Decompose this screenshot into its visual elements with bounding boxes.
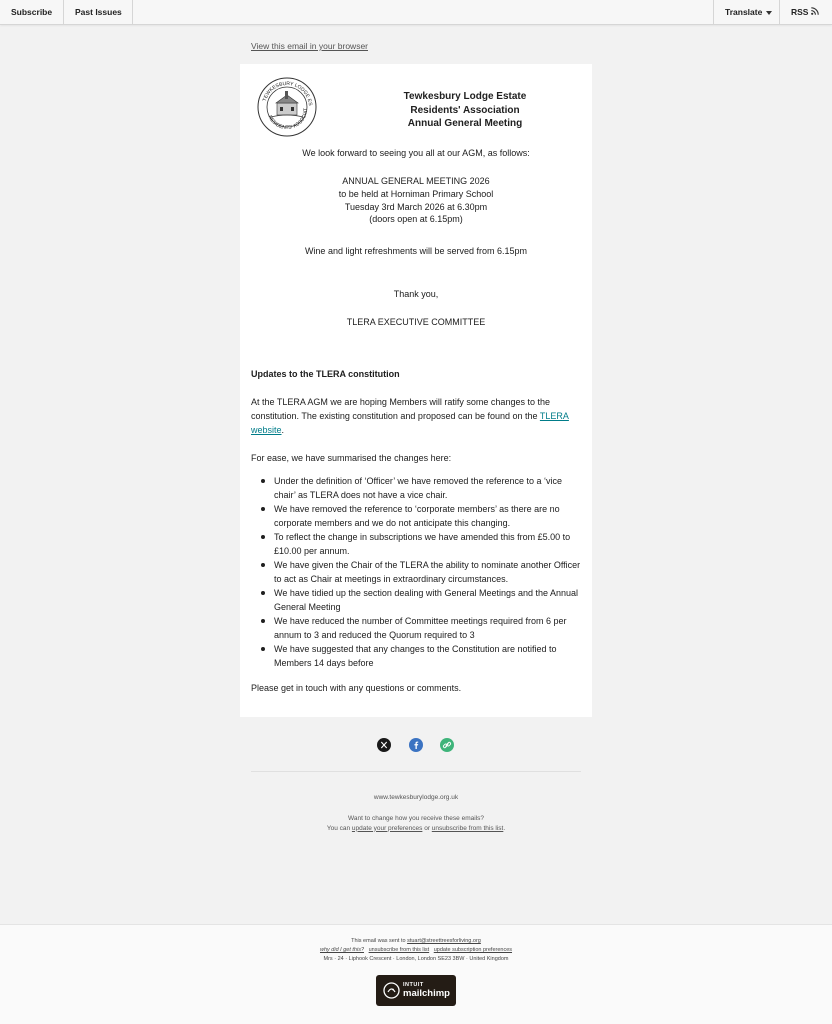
update-preferences-link[interactable]: update your preferences	[351, 824, 423, 832]
website-text: www.tewkesburylodge.org.uk	[373, 794, 459, 801]
signoff-text: TLERA EXECUTIVE COMMITTEE	[346, 317, 486, 327]
past-issues-link[interactable]	[64, 0, 133, 24]
constitution-paragraph	[251, 395, 581, 437]
recipient-email-link[interactable]: stuart@streettreesforliving.org	[407, 938, 481, 944]
sent-to-line	[0, 937, 832, 946]
email-content-card	[240, 64, 592, 717]
closing-text: Please get in touch with any questions or comments.	[251, 683, 462, 693]
thanks-text: Thank you,	[393, 289, 439, 299]
update-subscription-link[interactable]: update subscription preferences	[433, 947, 513, 953]
intro-text: We look forward to seeing you all at our AGM, as follows:	[302, 148, 530, 158]
postal-address: Mrs · 24 · Liphook Crescent · London, London SE23 3BW · United Kingdom	[323, 956, 509, 962]
meeting-line-3: Tuesday 3rd March 2026 at 6.30pm	[344, 201, 488, 212]
footer-links-line	[0, 946, 832, 955]
mailchimp-logo-icon	[383, 982, 400, 999]
constitution-text: At the TLERA AGM we are hoping Members will ratify some changes to the constitution. The existing constitution and proposed can be found on the	[251, 397, 550, 421]
why-link[interactable]: why did I get this?	[319, 947, 365, 953]
subscribe-link[interactable]	[0, 0, 64, 24]
heading-line-1: Tewkesbury Lodge Estate	[403, 91, 527, 102]
footer-divider	[251, 771, 581, 772]
change-text: Want to change how you receive these emails?	[348, 815, 484, 822]
footer-unsubscribe-link[interactable]: unsubscribe from this list	[368, 947, 430, 953]
badge-mailchimp-text: mailchimp	[403, 988, 450, 999]
subscribe-label: Subscribe	[11, 7, 53, 17]
meeting-line-1: ANNUAL GENERAL MEETING 2026	[342, 176, 490, 186]
meeting-details	[240, 175, 592, 226]
svg-text:RESIDENTS' ASSOCIATION: RESIDENTS' ASSOCIAT	[266, 108, 310, 132]
list-item: Under the definition of ‘Officer’ we have removed the reference to a ‘vice chair’ as TLERA does not have a vice chair.	[274, 474, 581, 502]
tlera-website-link[interactable]: TLERA website	[251, 411, 569, 435]
summary-intro: For ease, we have summarised the changes here:	[251, 453, 452, 463]
top-nav-bar	[0, 0, 832, 25]
rss-icon	[811, 1, 819, 25]
list-item: We have suggested that any changes to the Constitution are notified to Members 14 days before	[274, 642, 581, 670]
you-can-text: You can	[326, 824, 351, 832]
or-text: or	[424, 824, 430, 832]
svg-text:TEWKESBURY LODGE ESTATE: TEWKESBURY LODGE ES	[261, 80, 313, 107]
changes-list	[251, 474, 581, 670]
list-item: We have given the Chair of the TLERA the ability to nominate another Officer to act as Chair at meetings in extraordinary circumstances.	[274, 560, 581, 584]
sent-to-text: This email was sent to	[351, 938, 406, 944]
meeting-heading	[390, 90, 540, 131]
past-issues-label: Past Issues	[75, 7, 122, 17]
list-item: We have reduced the number of Committee meetings required from 6 per annum to 3 and reduced the Quorum required to 3	[274, 614, 581, 642]
section-title: Updates to the TLERA constitution	[251, 369, 400, 379]
meeting-line-4: (doors open at 6.15pm)	[369, 214, 463, 225]
heading-line-3: Annual General Meeting	[407, 118, 523, 129]
list-item: We have tidied up the section dealing with General Meetings and the Annual General Meeting	[274, 586, 581, 614]
preferences-line	[240, 824, 592, 834]
association-logo	[257, 77, 317, 137]
translate-label: Translate	[725, 7, 763, 17]
unsubscribe-link[interactable]: unsubscribe from this list	[431, 824, 504, 832]
mailchimp-footer	[0, 924, 832, 1024]
mailchimp-badge[interactable]	[376, 975, 456, 1006]
meeting-line-2: to be held at Horniman Primary School	[338, 188, 494, 199]
badge-intuit-text: INTUIT	[403, 982, 424, 988]
paragraph-period: .	[281, 425, 285, 435]
rss-label: RSS	[791, 7, 809, 17]
preferences-block	[240, 814, 592, 833]
facebook-share-icon[interactable]	[409, 738, 423, 752]
list-item: We have removed the reference to ‘corporate members’ as there are no corporate members and we do not anticipate this changing.	[274, 502, 581, 530]
caret-down-icon	[766, 11, 772, 15]
view-in-browser-link[interactable]: View this email in your browser	[251, 41, 368, 51]
heading-line-2: Residents' Association	[410, 104, 520, 116]
refreshments-text: Wine and light refreshments will be served from 6.15pm	[304, 246, 528, 256]
list-item: To reflect the change in subscriptions we have amended this from £5.00 to £10.00 per annum.	[274, 530, 581, 558]
period-text: .	[503, 824, 506, 832]
x-share-icon[interactable]	[377, 738, 391, 752]
link-share-icon[interactable]	[440, 738, 454, 752]
rss-link[interactable]	[779, 0, 832, 24]
translate-dropdown[interactable]	[713, 0, 779, 24]
